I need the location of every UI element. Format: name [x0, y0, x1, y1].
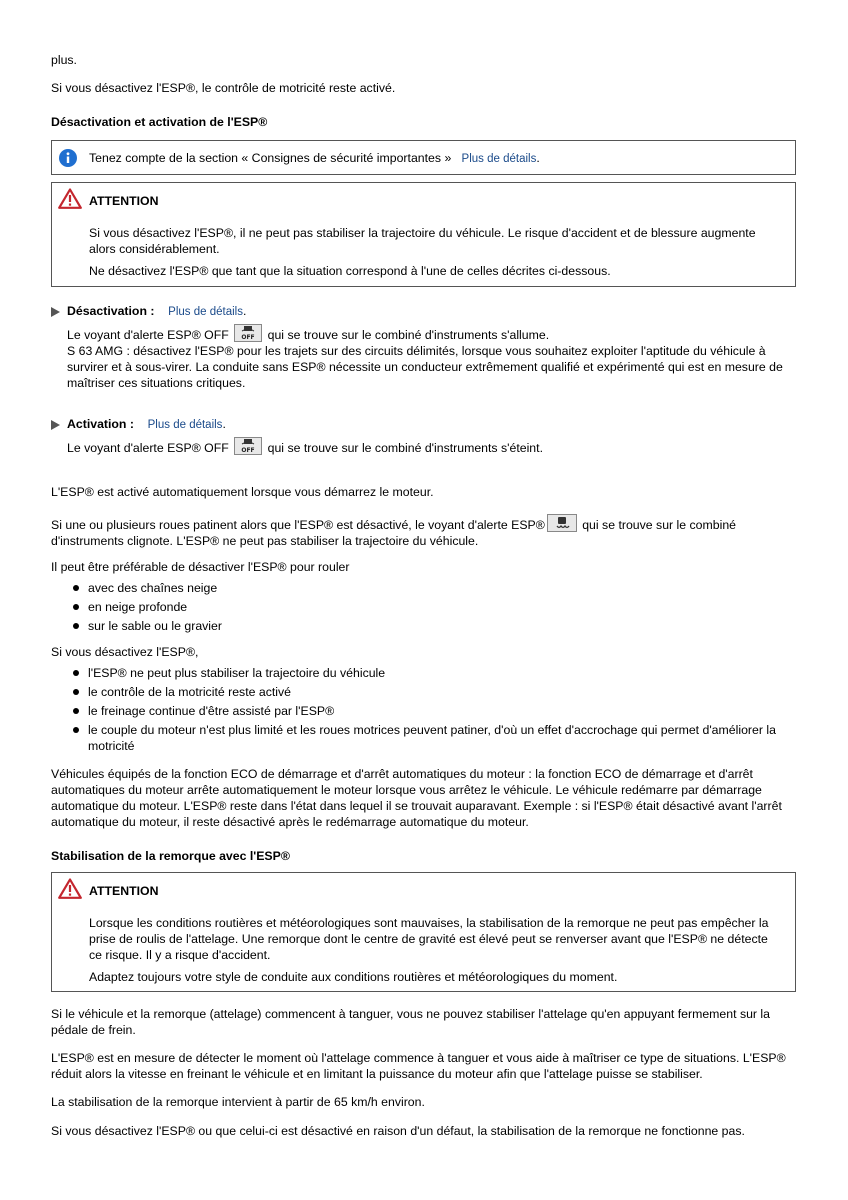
bullet-icon [73, 708, 79, 714]
paragraph-defect: Si vous désactivez l'ESP® ou que celui-ci est désactivé en raison d'un défaut, la stabilisation de la remorque ne fonctionne pas. [51, 1124, 745, 1138]
warning-text: Si vous désactivez l'ESP®, il ne peut pas stabiliser la trajectoire du véhicule. Le risque d'accident et de blessure augmente alors considérablement. [89, 226, 756, 256]
more-details-link[interactable]: Plus de détails [168, 306, 243, 318]
step-arrow-icon [51, 420, 60, 430]
step-label: Désactivation : [67, 304, 155, 318]
more-details-link[interactable]: Plus de détails [147, 419, 223, 431]
paragraph-speed: La stabilisation de la remorque intervient à partir de 65 km/h environ. [51, 1095, 425, 1109]
bullet-icon [73, 670, 79, 676]
paragraph-sway: Si le véhicule et la remorque (attelage) commencent à tanguer, vous ne pouvez stabiliser l'attelage qu'en appuyant fermement sur la pédale de frein. [51, 1007, 771, 1037]
paragraph-if-off: Si vous désactivez l'ESP®, [51, 645, 199, 659]
link-suffix: . [242, 304, 247, 318]
info-box-text [89, 150, 783, 167]
info-box [51, 140, 796, 175]
list-item-text: sur le sable ou le gravier [88, 619, 222, 633]
list-item-text: le freinage continue d'être assisté par l'ESP® [88, 704, 335, 718]
list-item [71, 580, 797, 596]
step-text: qui se trouve sur le combiné d'instruments s'allume. [267, 328, 550, 342]
svg-text:OFF: OFF [241, 334, 255, 341]
esp-off-indicator-icon [234, 324, 262, 342]
paragraph-esp-off: Si vous désactivez l'ESP®, le contrôle de motricité reste activé. [51, 81, 396, 95]
warning-title: ATTENTION [89, 194, 159, 208]
warning-text: Ne désactivez l'ESP® que tant que la situation correspond à l'une de celles décrites ci-dessous. [89, 264, 611, 278]
text-fragment: plus. [51, 53, 77, 67]
paragraph-detect: L'ESP® est en mesure de détecter le moment où l'attelage commence à tanguer et vous aide à maîtriser ce type de situations. L'ESP® réduit alors la vitesse en freinant le véhicule et en limitant la puissance du moteur afin que l'attelage puisse se stabiliser. [51, 1051, 786, 1081]
paragraph-auto-activation: L'ESP® est activé automatiquement lorsque vous démarrez le moteur. [51, 485, 434, 499]
paragraph-prefer: Il peut être préférable de désactiver l'ESP® pour rouler [51, 560, 350, 574]
link-suffix: . [222, 417, 226, 431]
bullet-icon [73, 585, 79, 591]
warning-triangle-icon [58, 878, 82, 903]
more-details-link[interactable]: Plus de détails [461, 153, 537, 165]
list-item-text: le couple du moteur n'est plus limité et les roues motrices peuvent patiner, d'où un effet d'accrochage qui permet d'améliorer la motricité [88, 723, 776, 753]
list-item [71, 684, 797, 700]
list-conditions [71, 580, 797, 637]
warning-title: ATTENTION [89, 884, 159, 898]
section-heading-trailer: Stabilisation de la remorque avec l'ESP® [51, 849, 290, 863]
list-item [71, 665, 797, 681]
paragraph-text: qui se trouve sur le combiné d'instruments clignote. L'ESP® ne peut pas stabiliser la trajectoire du véhicule. [51, 518, 737, 548]
bullet-icon [73, 604, 79, 610]
list-item [71, 618, 797, 634]
svg-text:OFF: OFF [241, 447, 255, 454]
warning-box [51, 872, 796, 992]
list-item-text: l'ESP® ne peut plus stabiliser la trajectoire du véhicule [88, 666, 386, 680]
esp-off-indicator-icon [234, 437, 262, 455]
step-text: Le voyant d'alerte ESP® OFF [67, 441, 229, 455]
list-item-text: en neige profonde [88, 600, 188, 614]
list-item [71, 703, 797, 719]
paragraph-text: Si une ou plusieurs roues patinent alors que l'ESP® est désactivé, le voyant d'alerte ESP® [51, 518, 545, 532]
list-item [71, 599, 797, 615]
list-item-text: le contrôle de la motricité reste activé [88, 685, 291, 699]
info-icon [58, 148, 78, 172]
esp-warning-indicator-icon [547, 514, 577, 532]
list-item-text: avec des chaînes neige [88, 581, 218, 595]
step-text-amg: S 63 AMG : désactivez l'ESP® pour les trajets sur des circuits délimités, lorsque vous souhaitez exploiter l'aptitude du véhicule à survirer et à sous-virer. La conduite sans ESP® nécessite un conducteur extrêmement qualifié et expérimenté qui est en mesure de maîtriser ces situations critiques. [67, 344, 783, 390]
step-text: qui se trouve sur le combiné d'instruments s'éteint. [267, 441, 543, 455]
step-label: Activation : [67, 417, 134, 431]
warning-triangle-icon [58, 188, 82, 213]
step-text: Le voyant d'alerte ESP® OFF [67, 328, 229, 342]
section-heading-deactivation: Désactivation et activation de l'ESP® [51, 115, 268, 129]
bullet-icon [73, 689, 79, 695]
link-suffix: . [536, 151, 540, 165]
info-box-message: Tenez compte de la section « Consignes de sécurité importantes » [89, 151, 452, 165]
warning-text: Adaptez toujours votre style de conduite aux conditions routières et météorologiques du moment. [89, 970, 618, 984]
warning-box [51, 182, 796, 287]
paragraph-wheel-spin [51, 514, 796, 549]
bullet-icon [73, 623, 79, 629]
list-item [71, 722, 797, 754]
step-arrow-icon [51, 307, 60, 317]
bullet-icon [73, 727, 79, 733]
paragraph-eco: Véhicules équipés de la fonction ECO de démarrage et d'arrêt automatiques du moteur : la fonction ECO de démarrage et d'arrêt automatiques du moteur arrête automatiquement le moteur lorsque vous arrêtez le véhicule. Le véhicule redémarre par démarrage automatique du moteur. L'ESP® reste dans l'état dans lequel il se trouvait auparavant. Exemple : si l'ESP® était désactivé avant l'arrêt automatique du moteur, il reste désactivé après le redémarrage automatique du moteur. [51, 767, 782, 829]
warning-text: Lorsque les conditions routières et météorologiques sont mauvaises, la stabilisation de la remorque ne peut pas empêcher la prise de roulis de l'attelage. Une remorque dont le centre de gravité est élevé peut se renverser avant que l'ESP® ne détecte ce risque. Il y a risque d'accident. [89, 916, 769, 962]
list-consequences [71, 665, 797, 757]
